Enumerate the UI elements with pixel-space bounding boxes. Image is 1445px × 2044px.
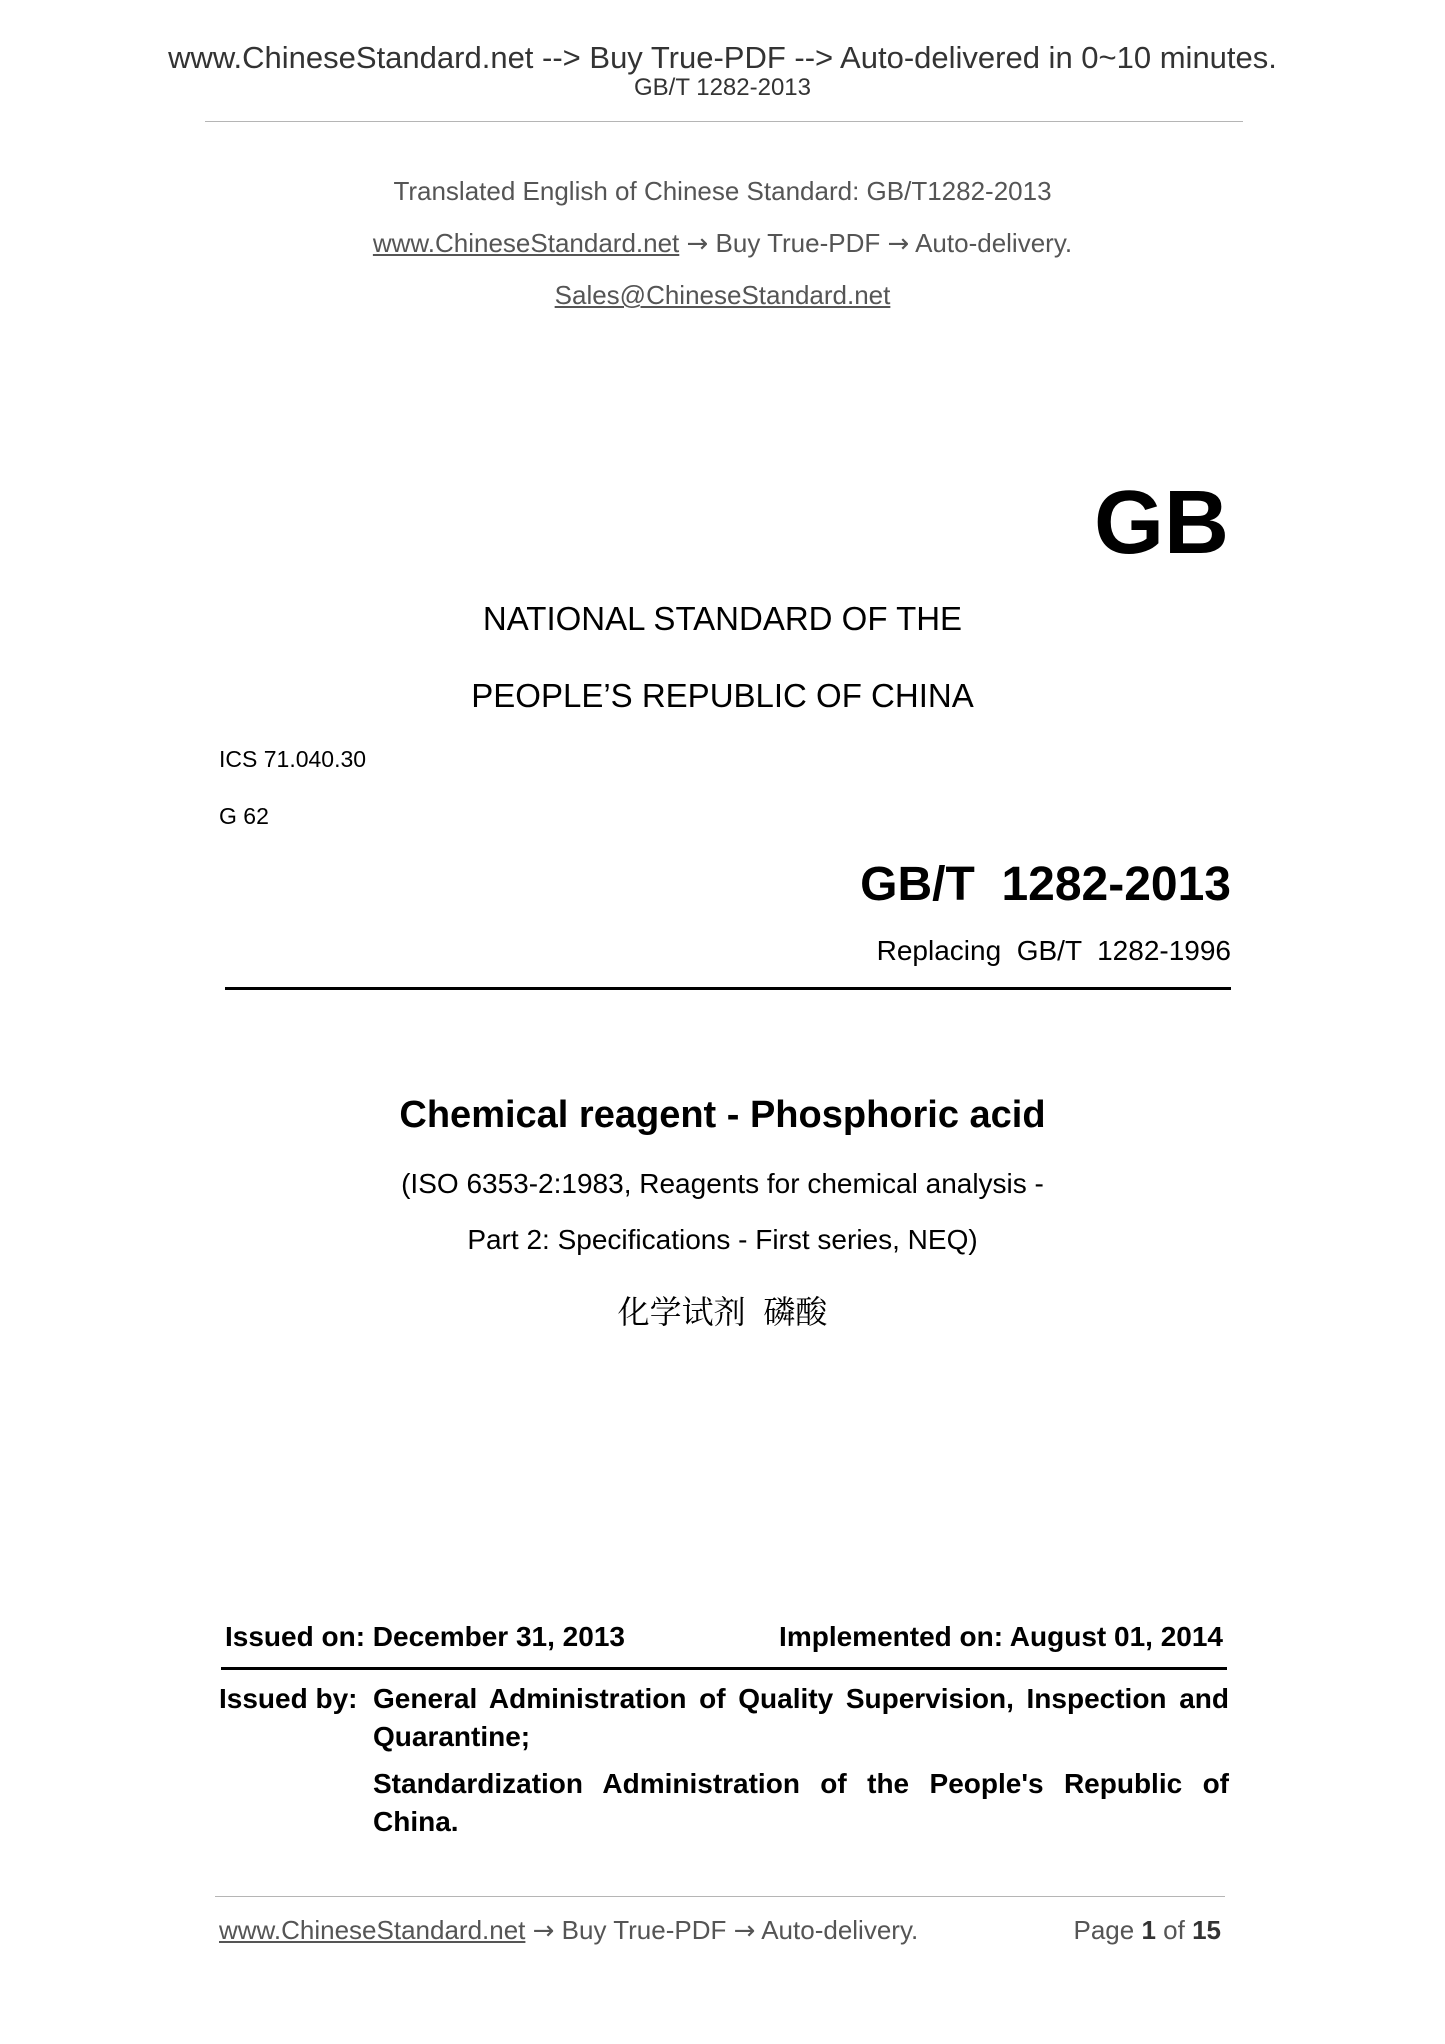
footer-divider [215,1896,1225,1897]
footer-delivery-label: Auto-delivery. [761,1915,919,1945]
site-link[interactable]: www.ChineseStandard.net [372,228,680,258]
page-indicator [1073,1915,1221,1946]
buy-line [0,228,1445,259]
replacing-note: Replacing GB/T 1282-1996 [876,935,1231,966]
cover-divider [225,987,1231,990]
iso-reference-line2: Part 2: Specifications - First series, NEQ) [467,1224,978,1255]
ics-code: ICS 71.040.30 [219,746,367,772]
national-standard-line1: NATIONAL STANDARD OF THE [482,600,963,637]
total-pages: 15 [1192,1915,1221,1945]
document-title: Chemical reagent - Phosphoric acid [399,1094,1046,1136]
implemented-on-date: Implemented on: August 01, 2014 [779,1621,1223,1652]
of-label: of [1163,1915,1185,1945]
header-divider [205,121,1243,122]
issued-on-date: Issued on: December 31, 2013 [225,1621,625,1652]
chinese-title: 化学试剂 磷酸 [617,1294,828,1330]
issuer-item: General Administration of Quality Supervision, Inspection and Quarantine; [373,1683,1229,1752]
header-banner: www.ChineseStandard.net --> Buy True-PDF --> Auto-delivered in 0~10 minutes. [168,40,1277,75]
iso-reference-line1: (ISO 6353-2:1983, Reagents for chemical analysis - [401,1168,1044,1199]
footer-buy-label: Buy True-PDF [561,1915,727,1945]
sales-email-link[interactable]: Sales@ChineseStandard.net [554,280,891,310]
issuer-item: Standardization Administration of the People's Republic of China. [373,1768,1229,1837]
page-number: 1 [1141,1915,1156,1945]
gb-logo: GB [1094,473,1229,573]
delivery-label: Auto-delivery. [915,228,1073,258]
issue-divider [221,1667,1227,1670]
arrow-right-icon: → [887,229,910,259]
arrow-right-icon: → [733,1916,756,1946]
footer-buy-line [219,1915,918,1946]
translated-notice: Translated English of Chinese Standard: GB/T1282-2013 [393,176,1052,206]
buy-label: Buy True-PDF [715,228,881,258]
arrow-right-icon: → [686,229,709,259]
arrow-right-icon: → [532,1916,555,1946]
footer-site-link[interactable]: www.ChineseStandard.net [219,1915,526,1945]
classification-code: G 62 [219,803,269,829]
document-number: GB/T 1282-2013 [860,858,1231,911]
sales-email-line [0,280,1445,311]
national-standard-line2: PEOPLE’S REPUBLIC OF CHINA [471,677,974,714]
page-label: Page [1073,1915,1135,1945]
issued-by-block [219,1680,1229,1841]
header-doc-id: GB/T 1282-2013 [633,74,811,101]
issued-by-label: Issued by: [219,1683,358,1714]
